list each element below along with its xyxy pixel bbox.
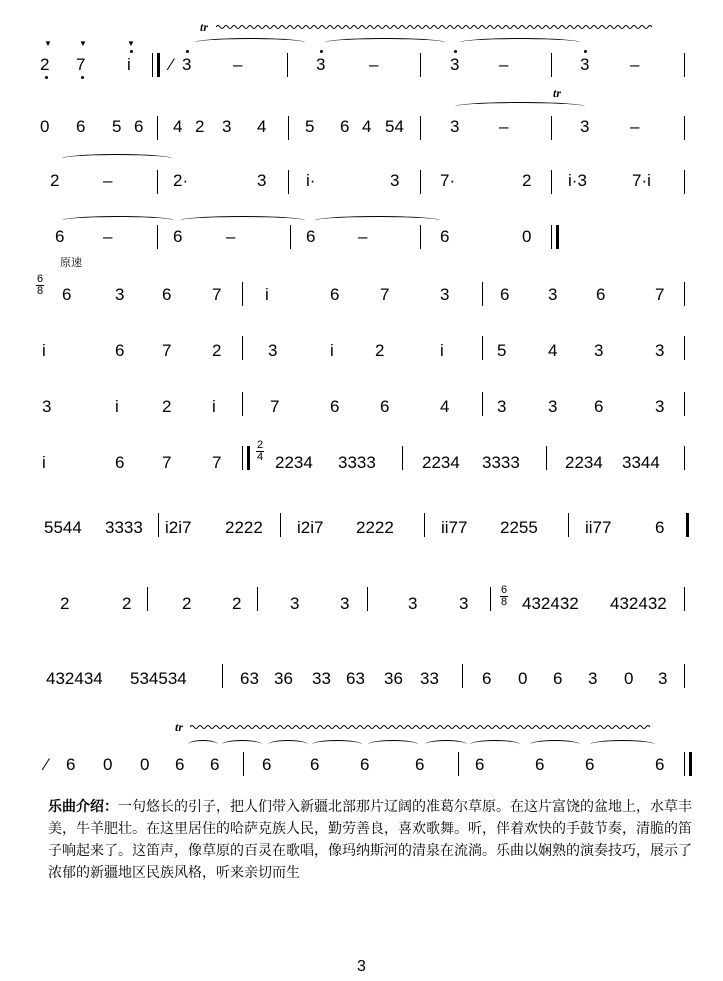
note: 2 [60,594,70,613]
note: 6 [655,518,665,537]
note: 6 [594,397,604,416]
note: 6 [76,117,86,136]
time-signature: 2 4 [256,439,264,463]
note-group: i2i7 [297,518,324,537]
note: 0 [522,227,532,246]
note: 4 [440,397,450,416]
note-group: 63 [240,669,259,688]
note: 3 [450,117,460,136]
note: 2 [162,397,172,416]
note: 0 [40,117,50,136]
note: 0 [103,755,113,774]
note: 3 [440,285,450,304]
note: 3 [580,117,590,136]
dash: – [103,171,113,190]
trill-label: tr [200,20,209,34]
staff-row-8 [0,436,723,516]
note: 4 [362,117,372,136]
note: 3 [42,397,52,416]
dash: – [499,55,509,74]
note: 3 [257,171,267,190]
note: 2 [50,171,60,190]
note: 7 [162,453,172,472]
intro-label: 乐曲介绍： [48,798,118,814]
note: 3 [588,669,598,688]
note: 7 [212,453,222,472]
note: 7· [440,171,456,190]
note-group: 2234 [422,453,460,472]
note: 4 [257,117,267,136]
dash: – [233,55,243,74]
note-group: i2i7 [165,518,192,537]
note: 6 [500,285,510,304]
note-group: 63 [346,669,365,688]
note: 0 [624,669,634,688]
note: 6 [596,285,606,304]
note-group: 534534 [130,669,187,688]
note: 7·i [632,171,651,190]
trill-label: tr [175,720,184,734]
note-group: 2234 [565,453,603,472]
note: 3 [655,341,665,360]
note: 7 [655,285,665,304]
note: 3 [658,669,668,688]
note: 3 [390,171,400,190]
note: 3 [594,341,604,360]
note: 7 [162,341,172,360]
staff-row-9 [0,505,723,585]
note-group: 3333 [482,453,520,472]
note: i [212,397,216,416]
note: 3 [580,55,590,74]
note-group: 3344 [622,453,660,472]
note: 2 [40,55,50,74]
piece-introduction [48,795,698,883]
note-group: 33 [420,669,439,688]
note: 7 [212,285,222,304]
note: i [265,285,269,304]
note: 3 [316,55,326,74]
note: i [330,341,334,360]
time-signature: 6 8 [36,273,44,297]
note: i [127,55,131,74]
note: 3 [115,285,125,304]
note: 6 [330,397,340,416]
note-group: 3333 [338,453,376,472]
note: 6 [306,227,316,246]
dash: – [630,55,640,74]
note: 6 [482,669,492,688]
note-group: 432432 [610,594,667,613]
note: 2 [182,594,192,613]
staff-row-12: tr ⁄ 6 0 0 6 6 6 6 6 6 6 6 6 6 [0,720,723,800]
note-group: 3333 [105,518,143,537]
note: 7 [76,55,86,74]
note: 6 [380,397,390,416]
note: 3 [222,117,232,136]
note: 6 [134,117,144,136]
note: 2· [173,171,189,190]
note: 3 [290,594,300,613]
note: 6 [310,755,320,774]
note-group: 36 [274,669,293,688]
note: 7 [380,285,390,304]
note: i [42,453,46,472]
note: 6 [360,755,370,774]
note: 6 [162,285,172,304]
time-signature: 6 8 [500,584,508,608]
note-group: 2234 [275,453,313,472]
note: 4 [173,117,183,136]
note: i [115,397,119,416]
note: 6 [655,755,665,774]
dash: – [499,117,509,136]
note: 6 [553,669,563,688]
note-group: 432432 [522,594,579,613]
note: 0 [518,669,528,688]
trill-label: tr [553,86,562,100]
note: 6 [535,755,545,774]
staff-row-10 [0,585,723,665]
dash: – [630,117,640,136]
note: 3 [655,397,665,416]
note: i [42,341,46,360]
note: 2 [122,594,132,613]
trill-wave [190,724,660,730]
note: 2 [232,594,242,613]
note: 5 [497,341,507,360]
note: 2 [522,171,532,190]
note: 6 [262,755,272,774]
intro-text: 一句悠长的引子，把人们带入新疆北部那片辽阔的准葛尔草原。在这片富饶的盆地上，水草丰美，牛羊肥壮。在这里居住的哈萨克族人民，勤劳善良，喜欢歌舞。听，伴着欢快的手鼓节奏，清脆的笛子响起来了。这笛声，像草原的百灵在歌唱，像玛纳斯河的清泉在流淌。乐曲以娴熟的演奏技巧，展示了浓郁的新疆地区民族风格，听来亲切而生 [48,798,692,880]
note: 3 [548,397,558,416]
note: 3 [182,55,192,74]
note: 3 [459,594,469,613]
note: 54 [385,117,404,136]
note-group: ii77 [585,518,612,537]
note: 6 [115,453,125,472]
note: 3 [340,594,350,613]
note: 6 [115,341,125,360]
note: 6 [210,755,220,774]
note: i· [306,171,316,190]
trill-wave [216,24,686,30]
note: i [440,341,444,360]
note: 3 [268,341,278,360]
note: 4 [548,341,558,360]
note: 2 [375,341,385,360]
note: 2 [195,117,205,136]
note: 6 [415,755,425,774]
note: 3 [408,594,418,613]
note-group: 2255 [500,518,538,537]
note-group: 5544 [44,518,82,537]
note-group: 2222 [225,518,263,537]
note: 6 [340,117,350,136]
dash: – [103,227,113,246]
note-group: 36 [384,669,403,688]
note: 3 [497,397,507,416]
note: 6 [440,227,450,246]
dash: – [369,55,379,74]
note: 6 [173,227,183,246]
note: 5 [112,117,122,136]
note: 7 [270,397,280,416]
tempo-marking: 原速 [60,257,82,269]
note: 0 [140,755,150,774]
dash: – [226,227,236,246]
note-group: ii77 [441,518,468,537]
page-number: 3 [357,958,366,975]
note: 6 [585,755,595,774]
note: 6 [330,285,340,304]
note: 2 [212,341,222,360]
note: i·3 [568,171,587,190]
note-group: 33 [312,669,331,688]
note-group: 2222 [356,518,394,537]
note: 6 [66,755,76,774]
note: 5 [305,117,315,136]
note: 3 [450,55,460,74]
note-group: 432434 [46,669,103,688]
staff-row-1: ▼ 2 ▼ 7 ▼ i tr ⁄ 3 – 3 – 3 – 3 – [0,20,723,100]
note: 6 [62,285,72,304]
note: 6 [175,755,185,774]
note: 6 [475,755,485,774]
note: 6 [55,227,65,246]
note: 3 [548,285,558,304]
dash: – [358,227,368,246]
